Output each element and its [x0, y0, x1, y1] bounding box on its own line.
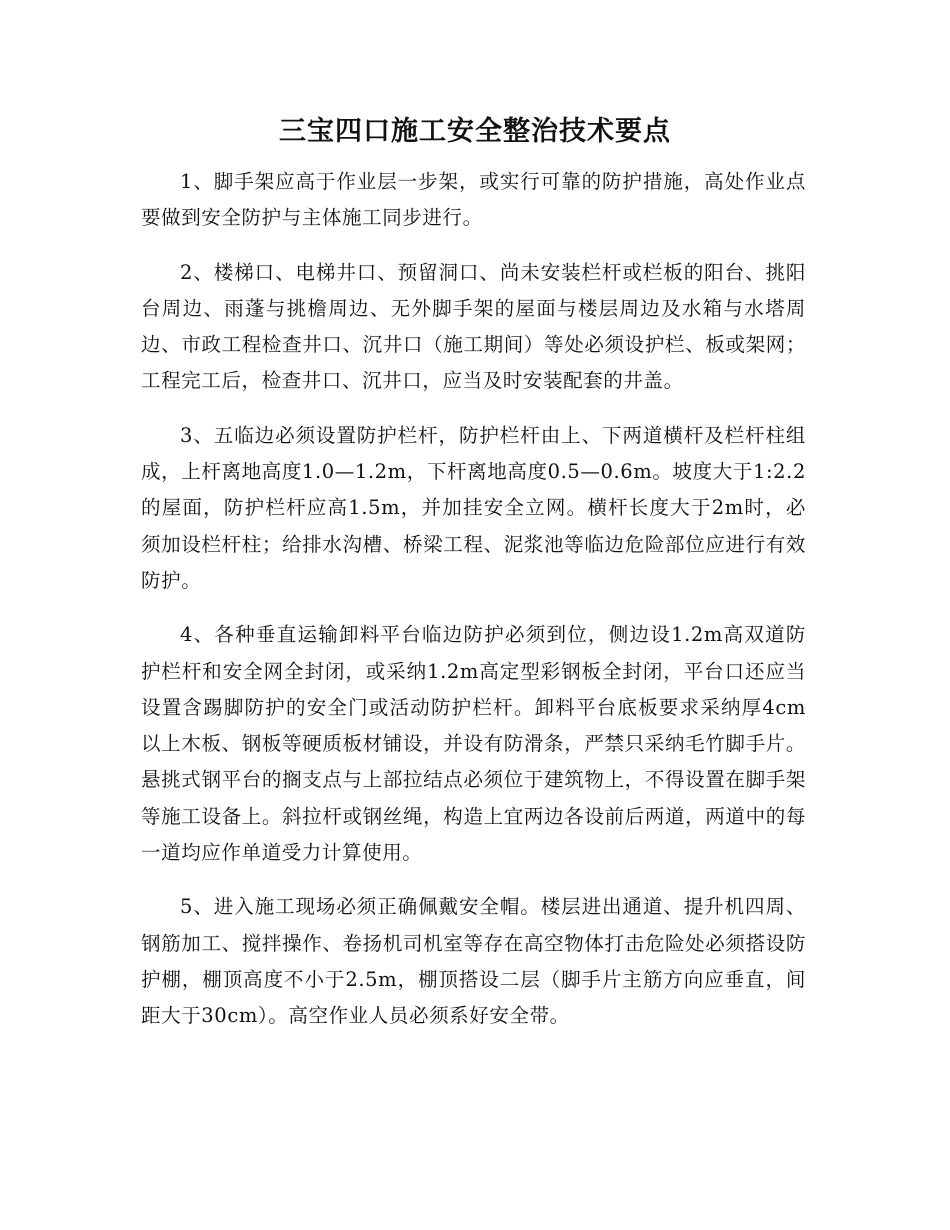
paragraph-1: 1、脚手架应高于作业层一步架，或实行可靠的防护措施，高处作业点要做到安全防护与主体施工同步进行。 — [141, 170, 806, 230]
paragraph-5: 5、进入施工现场必须正确佩戴安全帽。楼层进出通道、提升机四周、钢筋加工、搅拌操作、卷扬机司机室等存在高空物体打击危险处必须搭设防护棚，棚顶高度不小于2.5m，棚顶搭设二层（脚手片主筋方向应垂直，间距大于30cm）。高空作业人员必须系好安全带。 — [141, 895, 806, 1028]
document-title: 三宝四口施工安全整治技术要点 — [279, 116, 671, 147]
document-body — [141, 164, 806, 1053]
paragraph-2: 2、楼梯口、电梯井口、预留洞口、尚未安装栏杆或栏板的阳台、挑阳台周边、雨蓬与挑檐周边、无外脚手架的屋面与楼层周边及水箱与水塔周边、市政工程检查井口、沉井口（施工期间）等处必须设护栏、板或架网；工程完工后，检查井口、沉井口，应当及时安装配套的井盖。 — [141, 260, 806, 393]
paragraph-4: 4、各种垂直运输卸料平台临边防护必须到位，侧边设1.2m高双道防护栏杆和安全网全封闭，或采纳1.2m高定型彩钢板全封闭，平台口还应当设置含踢脚防护的安全门或活动防护栏杆。卸料平台底板要求采纳厚4cm以上木板、钢板等硬质板材铺设，并设有防滑条，严禁只采纳毛竹脚手片。悬挑式钢平台的搁支点与上部拉结点必须位于建筑物上，不得设置在脚手架等施工设备上。斜拉杆或钢丝绳，构造上宜两边各设前后两道，两道中的每一道均应作单道受力计算使用。 — [141, 623, 806, 865]
paragraph-3: 3、五临边必须设置防护栏杆，防护栏杆由上、下两道横杆及栏杆柱组成，上杆离地高度1.0—1.2m，下杆离地高度0.5—0.6m。坡度大于1:2.2 的屋面，防护栏杆应高1.5m，并加挂安全立网。横杆长度大于2m时，必须加设栏杆柱；给排水沟槽、桥梁工程、泥浆池等临边危险部位应进行有效防护。 — [141, 423, 806, 592]
